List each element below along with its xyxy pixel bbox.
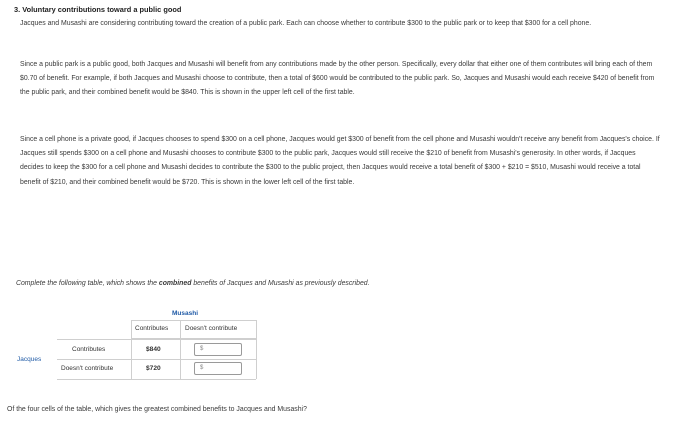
public-good-paragraph: Since a public park is a public good, both Jacques and Musashi will benefit from any contributions made by the other person. Specifically, every dollar that either one of them contributes will bring each of them $0.70 of benefit. For example, if both Jacques and Musashi choose to contribute, then a total of $600 would be contributed to the public park. So, Jacques and Musashi would each receive $420 of benefit from the public park, and their combined benefit would be $840. This is shown in the upper left cell of the first table. xyxy=(20,61,655,97)
question-title: 3. Voluntary contributions toward a public good xyxy=(14,5,182,14)
input-dollar-prefix: $ xyxy=(200,365,204,371)
col-divider-right xyxy=(256,320,257,379)
input-dollar-prefix: $ xyxy=(200,346,204,352)
row-header-doesnt-contribute: Doesn't contribute xyxy=(61,365,114,372)
row-header-contributes: Contributes xyxy=(72,346,106,353)
row-divider-top xyxy=(57,339,256,340)
input-jacques-contributes-musashi-doesnt[interactable] xyxy=(194,343,242,356)
intro-paragraph: Jacques and Musashi are considering contributing toward the creation of a public park. Each can choose whether to contribute $300 to the public park or to keep that $300 for a cell phone. xyxy=(20,20,592,27)
col-header-contributes: Contributes xyxy=(135,325,169,332)
row-player-label: Jacques xyxy=(17,356,42,363)
table-top-line xyxy=(131,320,256,321)
col-divider-left xyxy=(131,320,132,379)
input-neither-contributes[interactable] xyxy=(194,362,242,375)
cell-jacques-keeps-musashi-contributes: $720 xyxy=(146,365,161,372)
private-good-paragraph: Since a cell phone is a private good, if Jacques chooses to spend $300 on a cell phone, Jacques would get $300 of benefit from the cell phone and Musashi wouldn't receive any benefit from Jacques's choice. If Jacques still spends $300 on a cell phone and Musashi chooses to contribute $300 to the public park, Jacques would still receive the $210 of benefit from Musashi's generosity. In other words, if Jacques decides to keep the $300 for a cell phone and Musashi decides to contribute the $300 to the public project, then Jacques would receive a total benefit of $300 + $210 = $510, Musashi would receive a total benefit of $210, and their combined benefit would be $720. This is shown in the lower left cell of the first table. xyxy=(20,136,660,186)
greatest-benefit-question: Of the four cells of the table, which gives the greatest combined benefits to Jacques and Musashi? xyxy=(7,406,307,413)
col-header-doesnt-contribute: Doesn't contribute xyxy=(185,325,238,332)
column-player-label: Musashi xyxy=(172,310,199,317)
instruction-text-after: benefits of Jacques and Musashi as previously described. xyxy=(191,280,370,287)
row-divider-middle xyxy=(57,359,256,360)
col-divider-middle xyxy=(180,320,181,379)
instruction-text-before: Complete the following table, which shows the xyxy=(16,280,159,287)
cell-both-contribute: $840 xyxy=(146,346,161,353)
instruction-bold: combined xyxy=(158,280,192,287)
row-divider-bottom xyxy=(57,379,256,380)
